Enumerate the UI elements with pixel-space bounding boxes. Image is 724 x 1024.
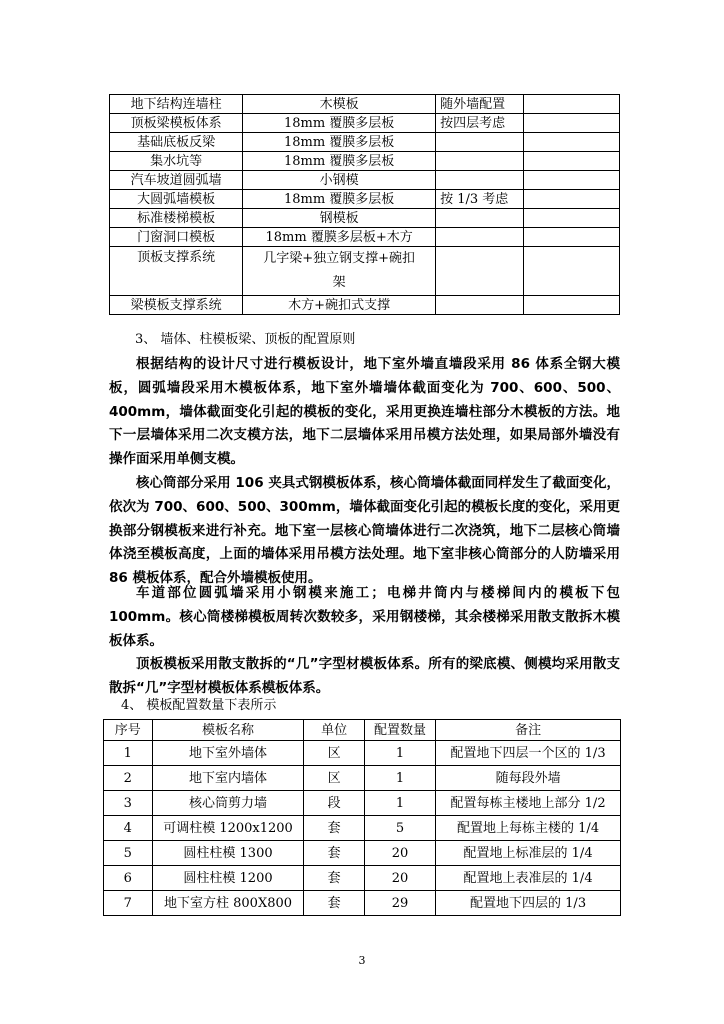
table-cell: 地下室内墙体 — [152, 766, 304, 791]
table-cell: 可调柱模 1200x1200 — [152, 816, 304, 841]
table-cell — [436, 296, 524, 315]
table-row — [110, 133, 620, 152]
table-cell: 18mm 覆膜多层板 — [243, 114, 436, 133]
table-cell: 地下室外墙体 — [152, 741, 304, 766]
table-cell: 配置地上标准层的 1/4 — [436, 841, 621, 866]
table-cell: 18mm 覆膜多层板 — [243, 190, 436, 209]
table-cell — [523, 228, 619, 247]
table-cell: 随外墙配置 — [436, 95, 524, 114]
table-cell: 配置每栋主楼地上部分 1/2 — [436, 791, 621, 816]
table-cell: 配置地上表准层的 1/4 — [436, 866, 621, 891]
table-cell: 地下结构连墙柱 — [110, 95, 243, 114]
table-cell: 配置地下四层一个区的 1/3 — [436, 741, 621, 766]
table-cell: 套 — [304, 816, 364, 841]
table-cell — [436, 133, 524, 152]
table-cell — [243, 247, 436, 296]
table-cell: 随每段外墙 — [436, 766, 621, 791]
table-cell: 1 — [104, 741, 153, 766]
table-cell: 标准楼梯模板 — [110, 209, 243, 228]
table-cell: 18mm 覆膜多层板 — [243, 152, 436, 171]
table-cell: 2 — [104, 766, 153, 791]
table-cell: 地下室方柱 800X800 — [152, 891, 304, 916]
table-cell — [436, 228, 524, 247]
table-cell: 5 — [364, 816, 435, 841]
table-cell: 20 — [364, 866, 435, 891]
table-cell — [436, 247, 524, 296]
table-cell — [436, 209, 524, 228]
table-cell: 基础底板反梁 — [110, 133, 243, 152]
table-cell: 3 — [104, 791, 153, 816]
table-cell: 1 — [364, 741, 435, 766]
table-cell — [436, 171, 524, 190]
table-row — [104, 816, 621, 841]
table-cell: 集水坑等 — [110, 152, 243, 171]
table-cell — [523, 247, 619, 296]
section-3-heading: 3、 墙体、柱模板梁、顶板的配置原则 — [135, 332, 356, 347]
table-cell: 圆柱柱模 1200 — [152, 866, 304, 891]
table-cell: 套 — [304, 866, 364, 891]
table-cell — [523, 95, 619, 114]
table-cell: 20 — [364, 841, 435, 866]
table-cell: 顶板支撑系统 — [110, 247, 243, 296]
paragraph-core-tube: 核心筒部分采用 106 夹具式钢模板体系，核心筒墙体截面同样发生了截面变化，依次为 700、600、500、300mm，墙体截面变化引起的模板长度的变化，采用更换部分钢模板来进行补充。地下室一层核心筒墙体进行二次浇筑，地下二层核心筒墙体浇至模板高度，上面的墙体采用吊模方法处理。地下室非核心筒部分的人防墙采用 86 模板体系，配合外墙模板使用。 — [109, 475, 620, 587]
table-row — [110, 114, 620, 133]
table-cell: 段 — [304, 791, 364, 816]
table-cell: 大圆弧墙模板 — [110, 190, 243, 209]
table-row — [110, 190, 620, 209]
table-row — [104, 841, 621, 866]
table-row — [110, 171, 620, 190]
formwork-system-table — [109, 94, 620, 315]
table-cell: 1 — [364, 791, 435, 816]
table-cell: 汽车坡道圆弧墙 — [110, 171, 243, 190]
table-cell: 圆柱柱模 1300 — [152, 841, 304, 866]
table-cell — [523, 171, 619, 190]
table-cell: 配置地下四层的 1/3 — [436, 891, 621, 916]
table-cell — [523, 296, 619, 315]
table-cell: 1 — [364, 766, 435, 791]
cell-line: 架 — [332, 275, 346, 290]
table-cell: 按四层考虑 — [436, 114, 524, 133]
paragraph-outer-wall: 根据结构的设计尺寸进行模板设计，地下室外墙直墙段采用 86 体系全钢大模板，圆弧墙段采用木模板体系，地下室外墙墙体截面变化为 700、600、500、400mm，墙体截面变化引起的模板的变化，采用更换连墙柱部分木模板的方法。地下一层墙体采用二次支模方法，地下二层墙体采用吊模方法处理，如果局部外墙没有操作面采用单侧支模。 — [109, 356, 620, 468]
paragraph-ramp-wall: 车道部位圆弧墙采用小钢模来施工；电梯井筒内与楼梯间内的模板下包 100mm。核心筒楼梯模板周转次数较多，采用钢楼梯，其余楼梯采用散支散拆木模板体系。 — [109, 585, 620, 649]
table-cell: 木模板 — [243, 95, 436, 114]
cell-line: 几字梁+独立钢支撑+碗扣 — [263, 251, 416, 266]
table-row — [104, 866, 621, 891]
column-header: 配置数量 — [364, 720, 435, 741]
table-cell: 18mm 覆膜多层板 — [243, 133, 436, 152]
table-row — [110, 247, 620, 296]
table-cell: 套 — [304, 891, 364, 916]
column-header: 单位 — [304, 720, 364, 741]
table-cell: 顶板梁模板体系 — [110, 114, 243, 133]
table-cell — [436, 152, 524, 171]
table-cell: 区 — [304, 766, 364, 791]
table-row — [110, 228, 620, 247]
page-number: 3 — [358, 954, 366, 967]
formwork-quantity-table — [103, 719, 621, 916]
table-row — [104, 791, 621, 816]
table-cell: 配置地上每栋主楼的 1/4 — [436, 816, 621, 841]
table-cell: 7 — [104, 891, 153, 916]
table-row — [110, 209, 620, 228]
column-header: 备注 — [436, 720, 621, 741]
table-row — [104, 891, 621, 916]
table-cell — [523, 209, 619, 228]
table-cell: 门窗洞口模板 — [110, 228, 243, 247]
table-cell: 4 — [104, 816, 153, 841]
table-cell: 按 1/3 考虑 — [436, 190, 524, 209]
section-4-heading: 4、 模板配置数量下表所示 — [121, 698, 277, 713]
paragraph-slab-formwork: 顶板模板采用散支散拆的“几”字型材模板体系。所有的梁底模、侧模均采用散支散拆“几”字型材模板体系模板体系。 — [109, 656, 620, 696]
table-cell: 29 — [364, 891, 435, 916]
column-header: 模板名称 — [152, 720, 304, 741]
table-cell — [523, 133, 619, 152]
table-row — [110, 95, 620, 114]
table-row — [104, 741, 621, 766]
table-cell: 钢模板 — [243, 209, 436, 228]
table-header-row — [104, 720, 621, 741]
table-cell: 小钢模 — [243, 171, 436, 190]
table-cell — [523, 114, 619, 133]
table-cell: 18mm 覆膜多层板+木方 — [243, 228, 436, 247]
table-cell: 6 — [104, 866, 153, 891]
table-cell: 核心筒剪力墙 — [152, 791, 304, 816]
table-cell — [523, 152, 619, 171]
column-header: 序号 — [104, 720, 153, 741]
table-row — [110, 152, 620, 171]
table-row — [110, 296, 620, 315]
table-cell: 套 — [304, 841, 364, 866]
table-row — [104, 766, 621, 791]
table-cell — [523, 190, 619, 209]
table-cell: 区 — [304, 741, 364, 766]
table-cell: 木方+碗扣式支撑 — [243, 296, 436, 315]
table-cell: 梁模板支撑系统 — [110, 296, 243, 315]
table-cell: 5 — [104, 841, 153, 866]
